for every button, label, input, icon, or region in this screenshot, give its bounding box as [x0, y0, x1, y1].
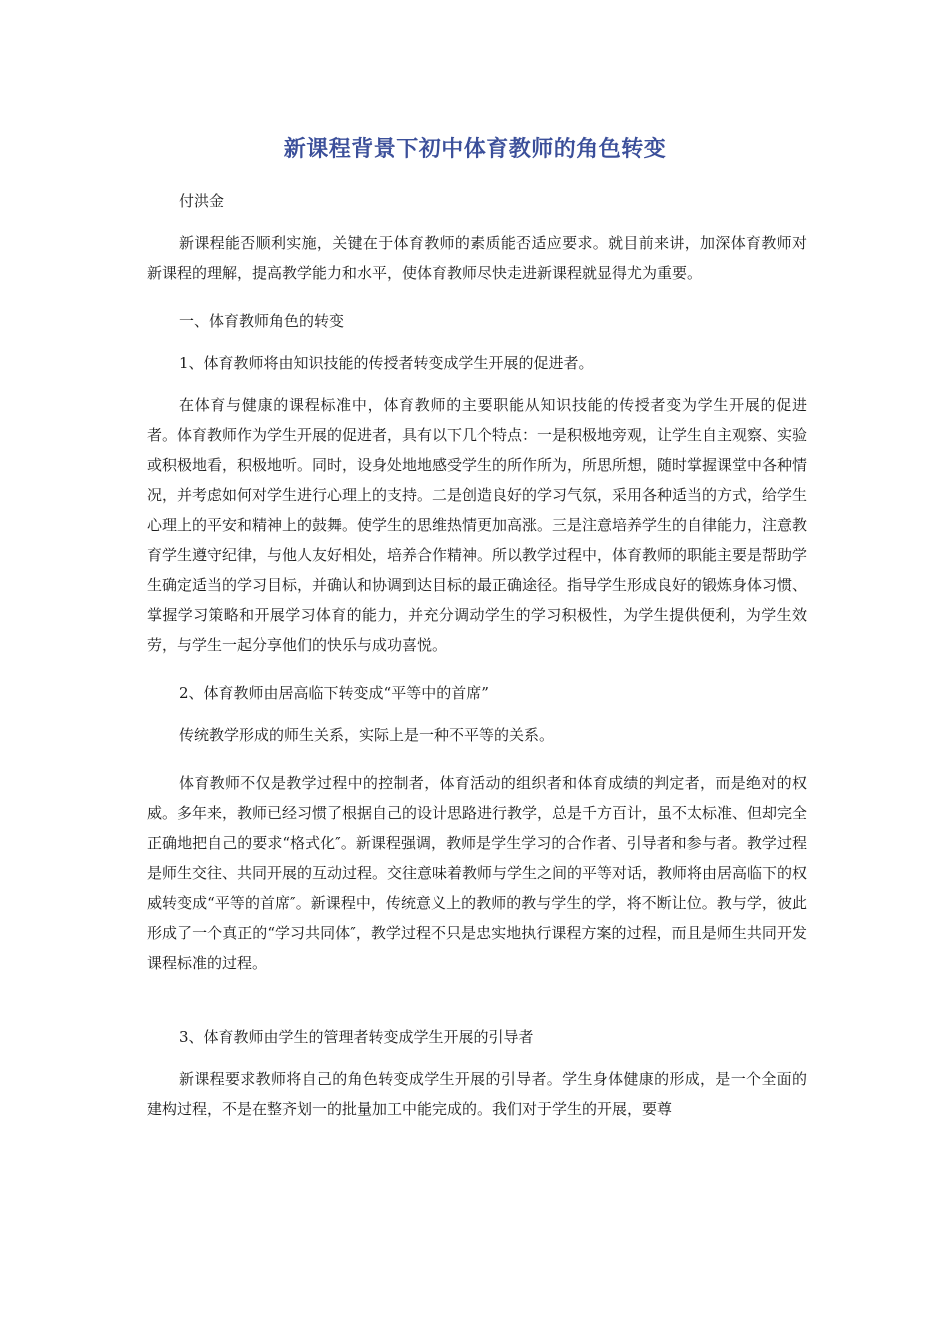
paragraph-spacer [147, 996, 807, 1022]
subsection-3-paragraph: 新课程要求教师将自己的角色转变成学生开展的引导者。学生身体健康的形成，是一个全面的建构过程，不是在整齐划一的批量加工中能完成的。我们对于学生的开展，要尊 [147, 1070, 807, 1118]
intro-paragraph: 新课程能否顺利实施，关键在于体育教师的素质能否适应要求。就目前来讲，加深体育教师对新课程的理解，提高教学能力和水平，使体育教师尽快走进新课程就显得尤为重要。 [147, 234, 807, 282]
author-name: 付洪金 [179, 192, 225, 210]
subsection-2-paragraph-2: 体育教师不仅是教学过程中的控制者，体育活动的组织者和体育成绩的判定者，而是绝对的权威。多年来，教师已经习惯了根据自己的设计思路进行教学，总是千方百计，虽不太标准、但却完全正确地把自己的要求“格式化″。新课程强调，教师是学生学习的合作者、引导者和参与者。教学过程是师生交往、共同开展的互动过程。交往意味着教师与学生之间的平等对话，教师将由居高临下的权威转变成“平等的首席″。新课程中，传统意义上的教师的教与学生的学，将不断让位。教与学，彼此形成了一个真正的“学习共同体″，教学过程不只是忠实地执行课程方案的过程，而且是师生共同开发课程标准的过程。 [147, 774, 808, 972]
subsection-1-heading: 1、体育教师将由知识技能的传授者转变成学生开展的促进者。 [179, 354, 594, 372]
subsection-1-paragraph: 在体育与健康的课程标准中，体育教师的主要职能从知识技能的传授者变为学生开展的促进者。体育教师作为学生开展的促进者，具有以下几个特点：一是积极地旁观，让学生自主观察、实验或积极地看，积极地听。同时，设身处地地感受学生的所作所为，所思所想，随时掌握课堂中各种情况，并考虑如何对学生进行心理上的支持。二是创造良好的学习气氛，采用各种适当的方式，给学生心理上的平安和精神上的鼓舞。使学生的思维热情更加高涨。三是注意培养学生的自律能力，注意教育学生遵守纪律，与他人友好相处，培养合作精神。所以教学过程中，体育教师的职能主要是帮助学生确定适当的学习目标，并确认和协调到达目标的最正确途径。指导学生形成良好的锻炼身体习惯、掌握学习策略和开展学习体育的能力，并充分调动学生的学习积极性，为学生提供便利，为学生效劳，与学生一起分享他们的快乐与成功喜悦。 [147, 396, 808, 654]
section-1-heading: 一、体育教师角色的转变 [179, 312, 345, 330]
subsection-2-heading: 2、体育教师由居高临下转变成“平等中的首席” [179, 684, 489, 702]
document-title: 新课程背景下初中体育教师的角色转变 [283, 137, 667, 162]
subsection-3-heading: 3、体育教师由学生的管理者转变成学生开展的引导者 [179, 1028, 534, 1046]
document-body [147, 186, 807, 1142]
subsection-2-paragraph-1: 传统教学形成的师生关系，实际上是一种不平等的关系。 [179, 726, 555, 744]
